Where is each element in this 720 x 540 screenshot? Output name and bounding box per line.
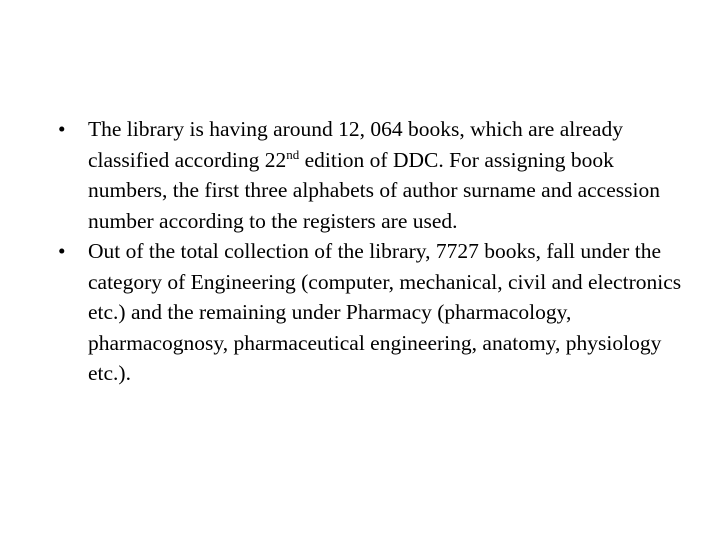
ordinal-superscript: nd [286,146,300,162]
bullet-item-collection-breakdown [58,236,698,389]
bullet-marker: • [58,117,66,141]
bullet-text-end: edition of DDC. For assigning book numbers, the first three alphabets of author surname and accession number according to the registers are used. [88,147,660,233]
bullet-text: Out of the total collection of the library, 7727 books, fall under the category of Engineering (computer, mechanical, civil and electronics etc.) and the remaining under Pharmacy (pharmacology, pharmacognosy, pharmaceutical engineering, anatomy, physiology etc.). [88,239,682,385]
bullet-item-library-holdings [58,114,698,236]
bullet-list [58,114,698,389]
bullet-text-start: The library is having around 12, 064 books, which are already classified according 22 [88,117,623,172]
bullet-text [88,117,660,233]
bullet-marker: • [58,239,66,263]
